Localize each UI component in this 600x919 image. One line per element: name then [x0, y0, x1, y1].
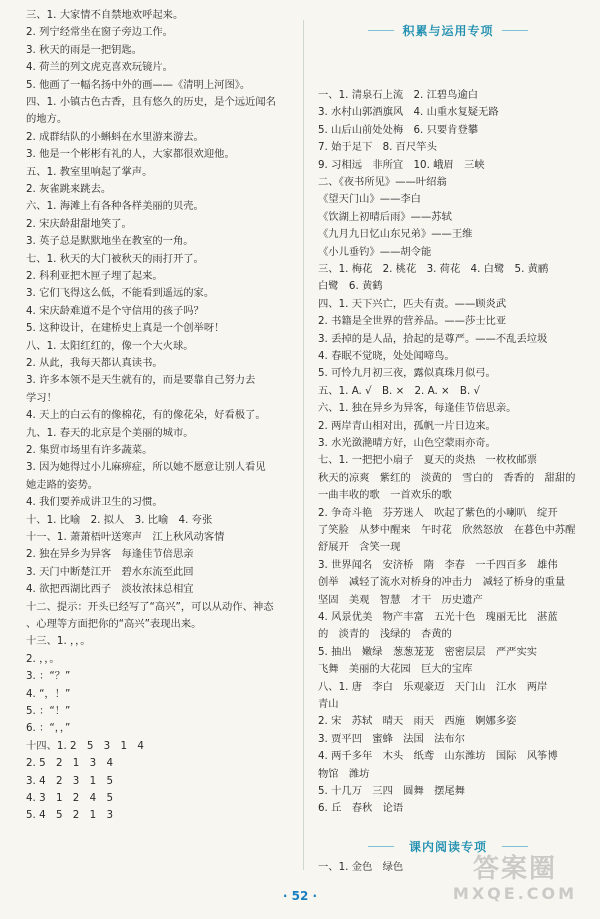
watermark-logo	[440, 853, 590, 913]
answer-line: 5. 4 5 2 1 3	[26, 809, 114, 822]
answer-line: 4. 风景优美 物产丰富 五光十色 瑰丽无比 湛蓝	[318, 611, 558, 623]
answer-line: 五、1. A. √ B. × 2. A. × B. √	[318, 384, 481, 397]
answer-line: 5. ：“！”	[26, 705, 71, 717]
answer-line: 2. 5 2 1 3 4	[26, 757, 114, 770]
answer-line: 四、1. 小镇古色古香，且有悠久的历史，是个远近闻名	[26, 96, 276, 108]
answer-line: 七、1. 秋天的大门被秋天的雨打开了。	[26, 252, 204, 265]
answer-line: 飞舞 美丽的大花园 巨大的宝库	[318, 663, 473, 676]
answer-line: 创举 减轻了流水对桥身的冲击力 减轻了桥身的重量	[318, 576, 566, 589]
answer-line: 的地方。	[26, 113, 68, 126]
answer-line: 了笑脸 从梦中醒来 午时花 欣然怒放 在暮色中苏醒	[318, 524, 576, 536]
answer-line: 3. 他是一个彬彬有礼的人，大家都很欢迎他。	[26, 148, 235, 161]
answer-line: 2. 宋庆龄甜甜地笑了。	[26, 217, 132, 230]
answer-line: 3. 水村山郭酒旗风 4. 山重水复疑无路	[318, 106, 499, 119]
answer-line: 3. 贾平凹 蜜蜂 法国 法布尔	[318, 732, 465, 745]
answer-line: 白鹭 6. 黄鹤	[318, 280, 383, 293]
answer-line: 4. 欲把西湖比西子 淡妆浓抹总相宜	[26, 583, 194, 596]
answer-line: 一曲丰收的歌 一首欢乐的歌	[318, 489, 452, 502]
answer-line: 7. 始于足下 8. 百尺竿头	[318, 141, 437, 154]
answer-line: 3. 因为她得过小儿麻痹症，所以她不愿意让别人看见	[26, 461, 266, 474]
answer-line: 四、1. 天下兴亡，匹夫有责。——顾炎武	[318, 297, 507, 310]
answer-line: 5. 十几万 三四 圆舞 摆尾舞	[318, 785, 465, 797]
answer-line: 6. ：“，，”	[26, 722, 71, 735]
answer-line: 十一、1. 萧萧梧叶送寒声 江上秋风动客情	[26, 531, 225, 543]
answer-line: 5. 这种设计，在建桥史上真是一个创举呀！	[26, 322, 225, 335]
answer-line: 三、1. 大家情不自禁地欢呼起来。	[26, 9, 184, 21]
answer-line: 2. 独在异乡为异客 每逢佳节倍思亲	[26, 548, 194, 561]
answer-line: 三、1. 梅花 2. 桃花 3. 荷花 4. 白鹭 5. 黄鹂	[318, 263, 549, 275]
column-divider	[303, 20, 304, 870]
answer-line: 2. 灰雀跳来跳去。	[26, 183, 112, 195]
answer-line: 2. 列宁经常坐在窗子旁边工作。	[26, 26, 173, 39]
answer-line: 舒展开 含笑一现	[318, 541, 401, 554]
answer-line: 4. 宋庆龄难道不是个守信用的孩子吗？	[26, 304, 204, 317]
answer-line: 3. 秋天的雨是一把钥匙。	[26, 43, 143, 56]
answer-line: 3. ：“？”	[26, 670, 71, 683]
answer-line: 3. 它们飞得这么低，不能看到遥远的家。	[26, 287, 215, 300]
answer-line: 3. 天门中断楚江开 碧水东流至此回	[26, 565, 194, 578]
answer-line: 5. 可怜九月初三夜，露似真珠月似弓。	[318, 367, 496, 380]
answer-line: 2. 科利亚把木匣子埋了起来。	[26, 270, 163, 282]
answer-line: 2. 成群结队的小蝌蚪在水里游来游去。	[26, 130, 204, 143]
answer-line: 2. 宋 苏轼 晴天 雨天 西施 婀娜多姿	[318, 715, 517, 728]
answer-line: 《小儿垂钓》——胡令能	[318, 245, 432, 258]
page-number: · 52 ·	[282, 889, 318, 903]
answer-line: 2. 争奇斗艳 芬芳迷人 吹起了紫色的小喇叭 绽开	[318, 506, 558, 519]
right-column	[318, 0, 580, 879]
answer-line: 《饮湖上初晴后雨》——苏轼	[318, 210, 452, 223]
answer-line: 2. 集贸市场里有许多蔬菜。	[26, 444, 153, 456]
answer-line: 3. 水光潋滟晴方好，山色空蒙雨亦奇。	[318, 437, 496, 449]
answer-line: 《望天门山》——李白	[318, 193, 421, 206]
answer-line: 一、1. 金色 绿色	[318, 861, 404, 873]
answer-line: 《九月九日忆山东兄弟》——王维	[318, 228, 473, 241]
answer-line: 六、1. 海滩上有各种各样美丽的贝壳。	[26, 200, 204, 213]
answer-line: 3. 丢掉的是人品，拾起的是尊严。——不乱丢垃圾	[318, 332, 548, 345]
answer-line: 5. 他画了一幅名扬中外的画——《清明上河图》。	[26, 78, 251, 91]
watermark-url: MXQE.COM	[452, 884, 578, 903]
answer-line: 青山	[318, 698, 339, 710]
answer-line: 学习！	[26, 391, 57, 404]
answer-line: 2. 两岸青山相对出，孤帆一片日边来。	[318, 419, 496, 432]
answer-line: 五、1. 教室里响起了掌声。	[26, 165, 153, 178]
answer-line: 二、《夜书所见》——叶绍翁	[318, 176, 447, 188]
answer-line: 的 淡青的 浅绿的 杏黄的	[318, 628, 452, 641]
answer-line: 2. 从此，我每天都认真读书。	[26, 357, 163, 369]
answer-line: 3. 4 2 3 1 5	[26, 774, 114, 787]
answer-line: 9. 习相远 非所宜 10. 峨眉 三峡	[318, 158, 485, 171]
answer-line: 3. 许多本领不是天生就有的，而是要靠自己努力去	[26, 374, 256, 387]
answer-line: 八、1. 太阳红红的，像一个大火球。	[26, 339, 194, 352]
answer-line: 4. 荷兰的列文虎克喜欢玩镜片。	[26, 61, 173, 74]
answer-line: 、心理等方面把你的“高兴”表现出来。	[26, 618, 202, 630]
answer-line: 八、1. 唐 李白 乐观豪迈 天门山 江水 两岸	[318, 680, 548, 693]
answer-line: 5. 抽出 嫩绿 葱葱茏茏 密密层层 严严实实	[318, 645, 538, 658]
answer-line: 六、1. 独在异乡为异客，每逢佳节倍思亲。	[318, 402, 517, 415]
watermark-title: 答案圈	[472, 854, 557, 884]
section-title-accumulation: 积累与运用专项	[368, 22, 528, 39]
answer-line: 6. 丘 春秋 论语	[318, 802, 404, 815]
answer-line: 坚固 美观 智慧 才干 历史遗产	[318, 593, 483, 606]
answer-line: 物馆 潍坊	[318, 767, 370, 780]
answer-line: 4. 两千多年 木头 纸鸢 山东潍坊 国际 风筝博	[318, 750, 558, 763]
answer-line: 4. 3 1 2 4 5	[26, 792, 114, 804]
answer-line: 十三、1. ，，。	[26, 635, 91, 648]
answer-line: 十二、提示：开头已经写了“高兴”，可以从动作、神态	[26, 600, 274, 613]
answer-line: 她走路的姿势。	[26, 478, 99, 491]
answer-line: 2. ，，。	[26, 652, 60, 665]
answer-line: 十四、1. 2 5 3 1 4	[26, 739, 144, 752]
answer-line: 4. 我们要养成讲卫生的习惯。	[26, 496, 163, 509]
answer-line: 2. 书籍是全世界的营养品。——莎士比亚	[318, 315, 507, 328]
answer-line: 七、1. 一把把小扇子 夏天的炎热 一枚枚邮票	[318, 454, 538, 467]
answer-line: 4. “，！”	[26, 687, 71, 700]
answer-line: 九、1. 春天的北京是个美丽的城市。	[26, 426, 194, 439]
answer-line: 4. 天上的白云有的像棉花，有的像花朵，好看极了。	[26, 409, 266, 422]
left-column	[26, 0, 296, 879]
answer-line: 秋天的凉爽 紫红的 淡黄的 雪白的 香香的 甜甜的	[318, 471, 576, 484]
answer-line: 4. 春眠不觉晓，处处闻啼鸟。	[318, 350, 455, 362]
answer-line: 3. 世界闻名 安济桥 隋 李春 一千四百多 雄伟	[318, 558, 558, 571]
section-title-reading: 课内阅读专项	[368, 838, 528, 855]
answer-line: 一、1. 清泉石上流 2. 江碧鸟逾白	[318, 89, 479, 101]
answer-line: 5. 山后山前处处梅 6. 只要肯登攀	[318, 123, 479, 136]
answer-line: 3. 英子总是默默地坐在教室的一角。	[26, 235, 194, 248]
answer-line: 十、1. 比喻 2. 拟人 3. 比喻 4. 夸张	[26, 513, 213, 526]
